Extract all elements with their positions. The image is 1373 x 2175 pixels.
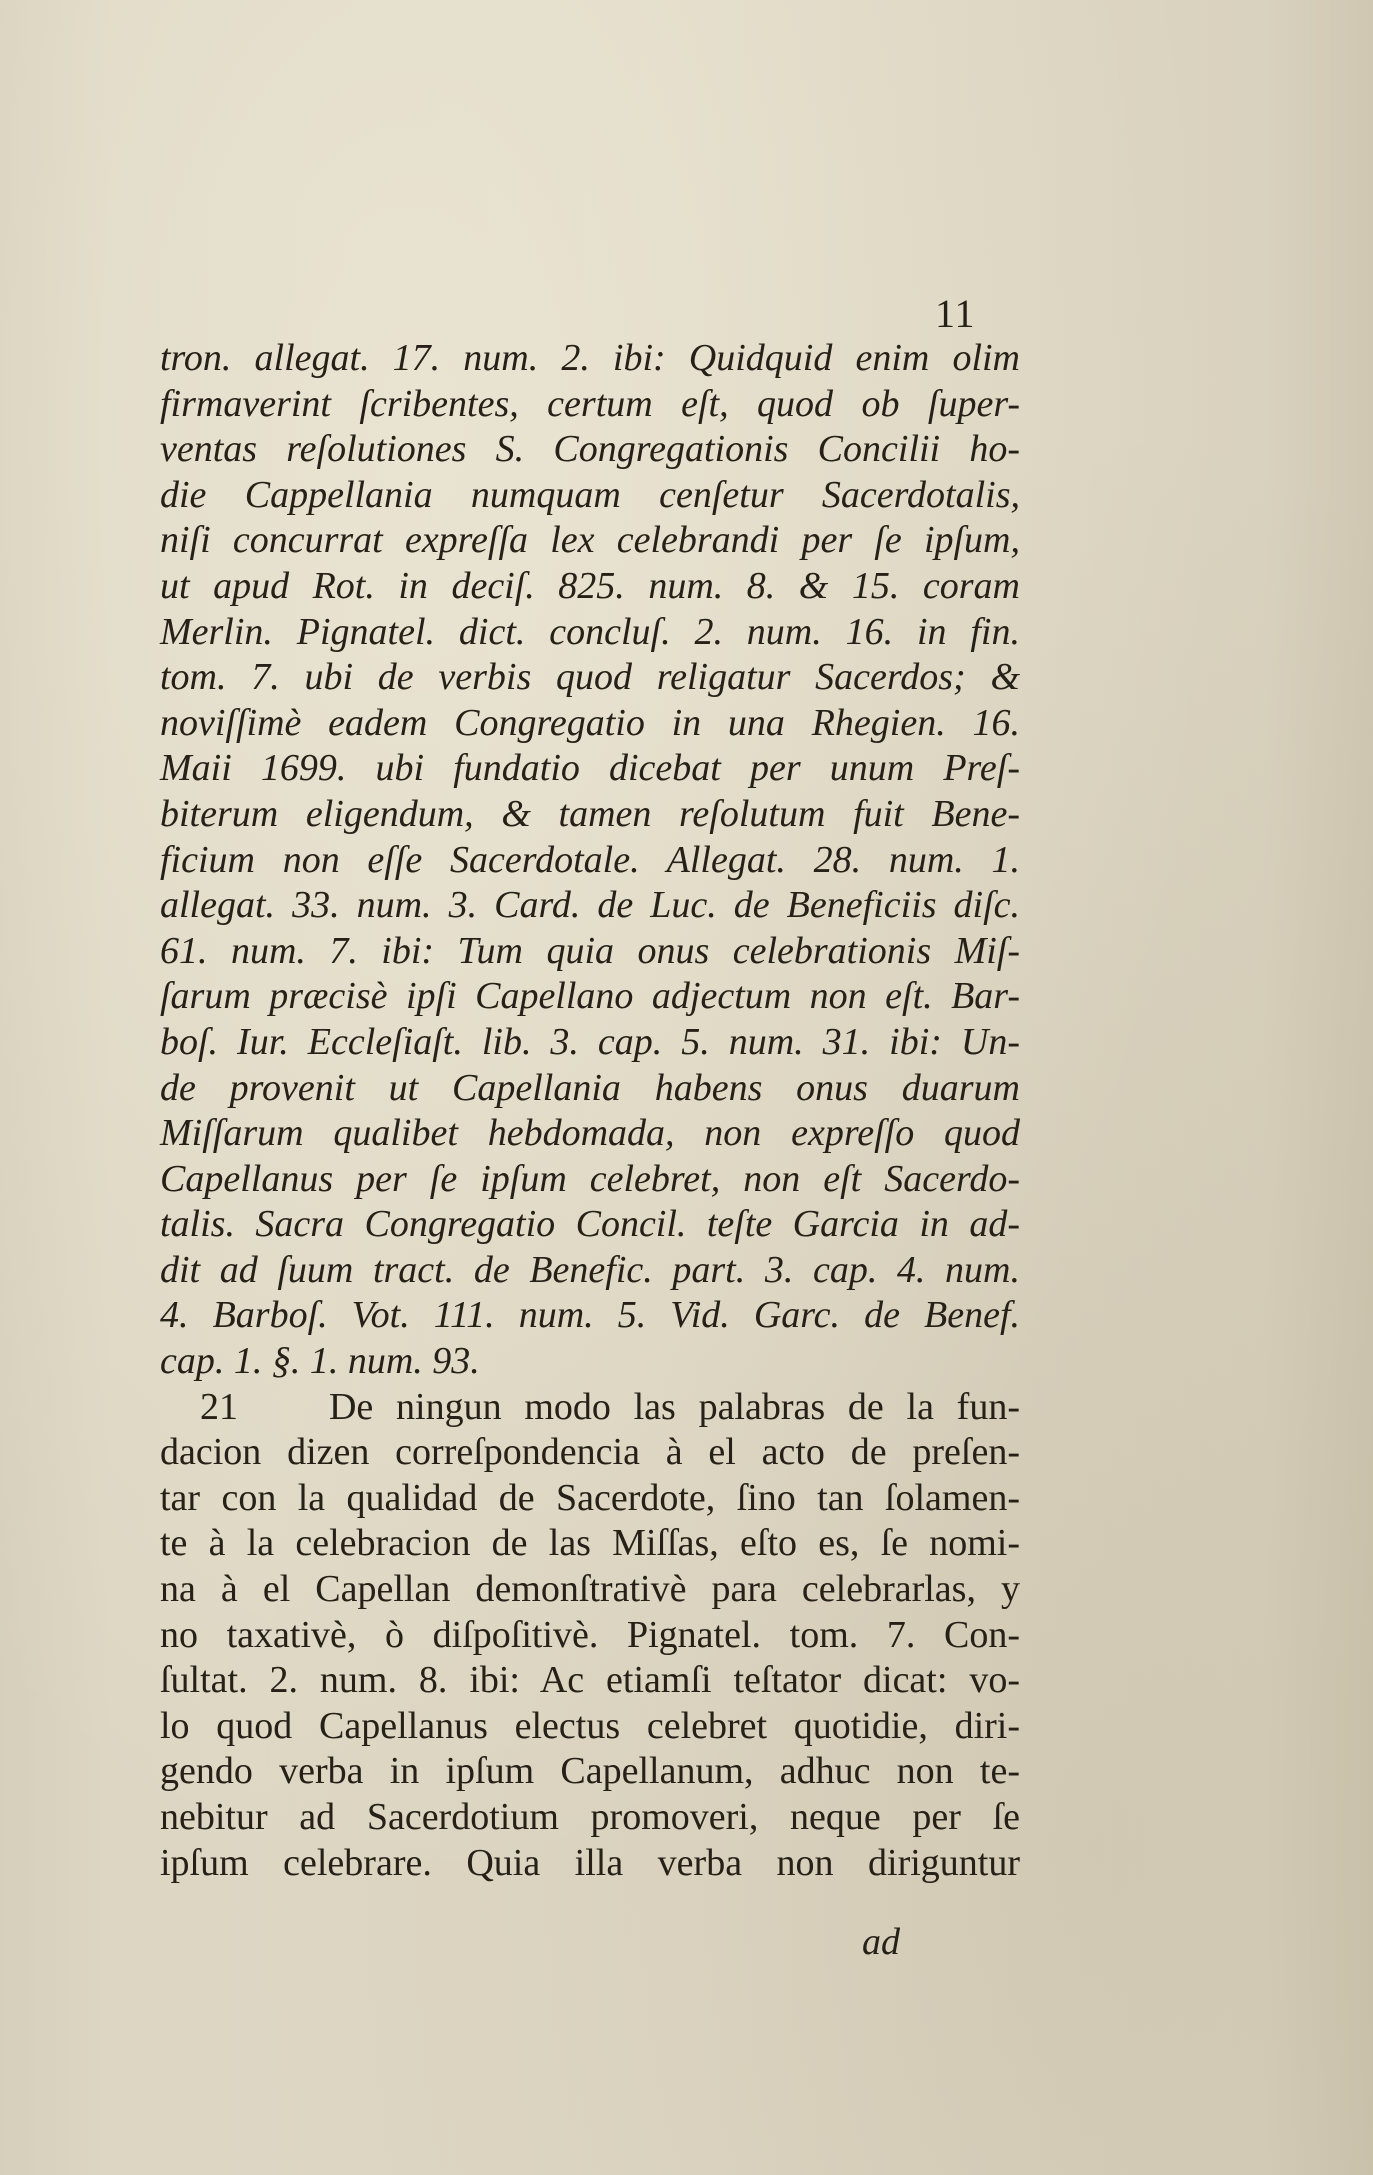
text-line: talis. Sacra Congregatio Concil. teſte Garcia in ad- [160,1203,1020,1246]
text-line: allegat. 33. num. 3. Card. de Luc. de Beneficiis diſc. [160,884,1020,927]
text-line: cap. 1. §. 1. num. 93. [160,1340,480,1383]
text-line: noviſſimè eadem Congregatio in una Rhegien. 16. [160,701,1020,744]
paragraph-first-line [160,1385,1020,1431]
paragraph-number: 21 [200,1385,238,1428]
paragraph-line: te à la celebracion de las Miſſas, eſto es, ſe nomi- [160,1522,1020,1565]
main-text-block [160,336,1020,1886]
text-line: Maii 1699. ubi fundatio dicebat per unum Preſ- [160,747,1020,790]
paragraph-line: tar con la qualidad de Sacerdote, ſino tan ſolamen- [160,1476,1020,1519]
page-number: 11 [935,291,976,336]
text-line: 4. Barboſ. Vot. 111. num. 5. Vid. Garc. de Benef. [160,1294,1020,1337]
paragraph-line: ſultat. 2. num. 8. ibi: Ac etiamſi teſtator dicat: vo- [160,1659,1020,1702]
paragraph-text: De ningun modo las palabras de la fun- [328,1385,1020,1428]
text-line: ventas reſolutiones S. Congregationis Concilii ho- [160,428,1020,471]
text-line: niſi concurrat expreſſa lex celebrandi per ſe ipſum, [160,519,1020,562]
paragraph-line: ipſum celebrare. Quia illa verba non diriguntur [160,1841,1020,1884]
text-line: Merlin. Pignatel. dict. concluſ. 2. num. 16. in fin. [160,610,1020,653]
paragraph-line: no taxativè, ò diſpoſitivè. Pignatel. tom. 7. Con- [160,1613,1020,1656]
paragraph-line: nebitur ad Sacerdotium promoveri, neque per ſe [160,1796,1020,1838]
text-line: firmaverint ſcribentes, certum eſt, quod ob ſuper- [160,382,1020,425]
text-line: dit ad ſuum tract. de Benefic. part. 3. cap. 4. num. [160,1248,1020,1291]
text-line: Miſſarum qualibet hebdomada, non expreſſo quod [160,1112,1020,1155]
text-line: 61. num. 7. ibi: Tum quia onus celebrationis Miſ- [160,929,1020,972]
paragraph-line: lo quod Capellanus electus celebret quotidie, diri- [160,1704,1020,1747]
paragraph-line: na à el Capellan demonſtrativè para celebrarlas, y [160,1568,1020,1611]
text-line: die Cappellania numquam cenſetur Sacerdotalis, [160,473,1020,516]
text-line: biterum eligendum, & tamen reſolutum fuit Bene- [160,792,1020,835]
text-line: de provenit ut Capellania habens onus duarum [160,1066,1020,1109]
text-line: ficium non eſſe Sacerdotale. Allegat. 28. num. 1. [160,838,1020,881]
text-line: ut apud Rot. in deciſ. 825. num. 8. & 15. coram [160,564,1020,607]
text-line: Capellanus per ſe ipſum celebret, non eſt Sacerdo- [160,1157,1020,1200]
text-line: tom. 7. ubi de verbis quod religatur Sacerdos; & [160,656,1020,699]
catchword: ad [862,1921,900,1963]
text-line: tron. allegat. 17. num. 2. ibi: Quidquid enim olim [160,337,1020,379]
paragraph-line: dacion dizen correſpondencia à el acto de preſen- [160,1431,1020,1474]
text-line: boſ. Iur. Eccleſiaſt. lib. 3. cap. 5. num. 31. ibi: Un- [160,1020,1020,1063]
text-line: ſarum præcisè ipſi Capellano adjectum non eſt. Bar- [160,975,1020,1018]
paragraph-line: gendo verba in ipſum Capellanum, adhuc non te- [160,1750,1020,1793]
